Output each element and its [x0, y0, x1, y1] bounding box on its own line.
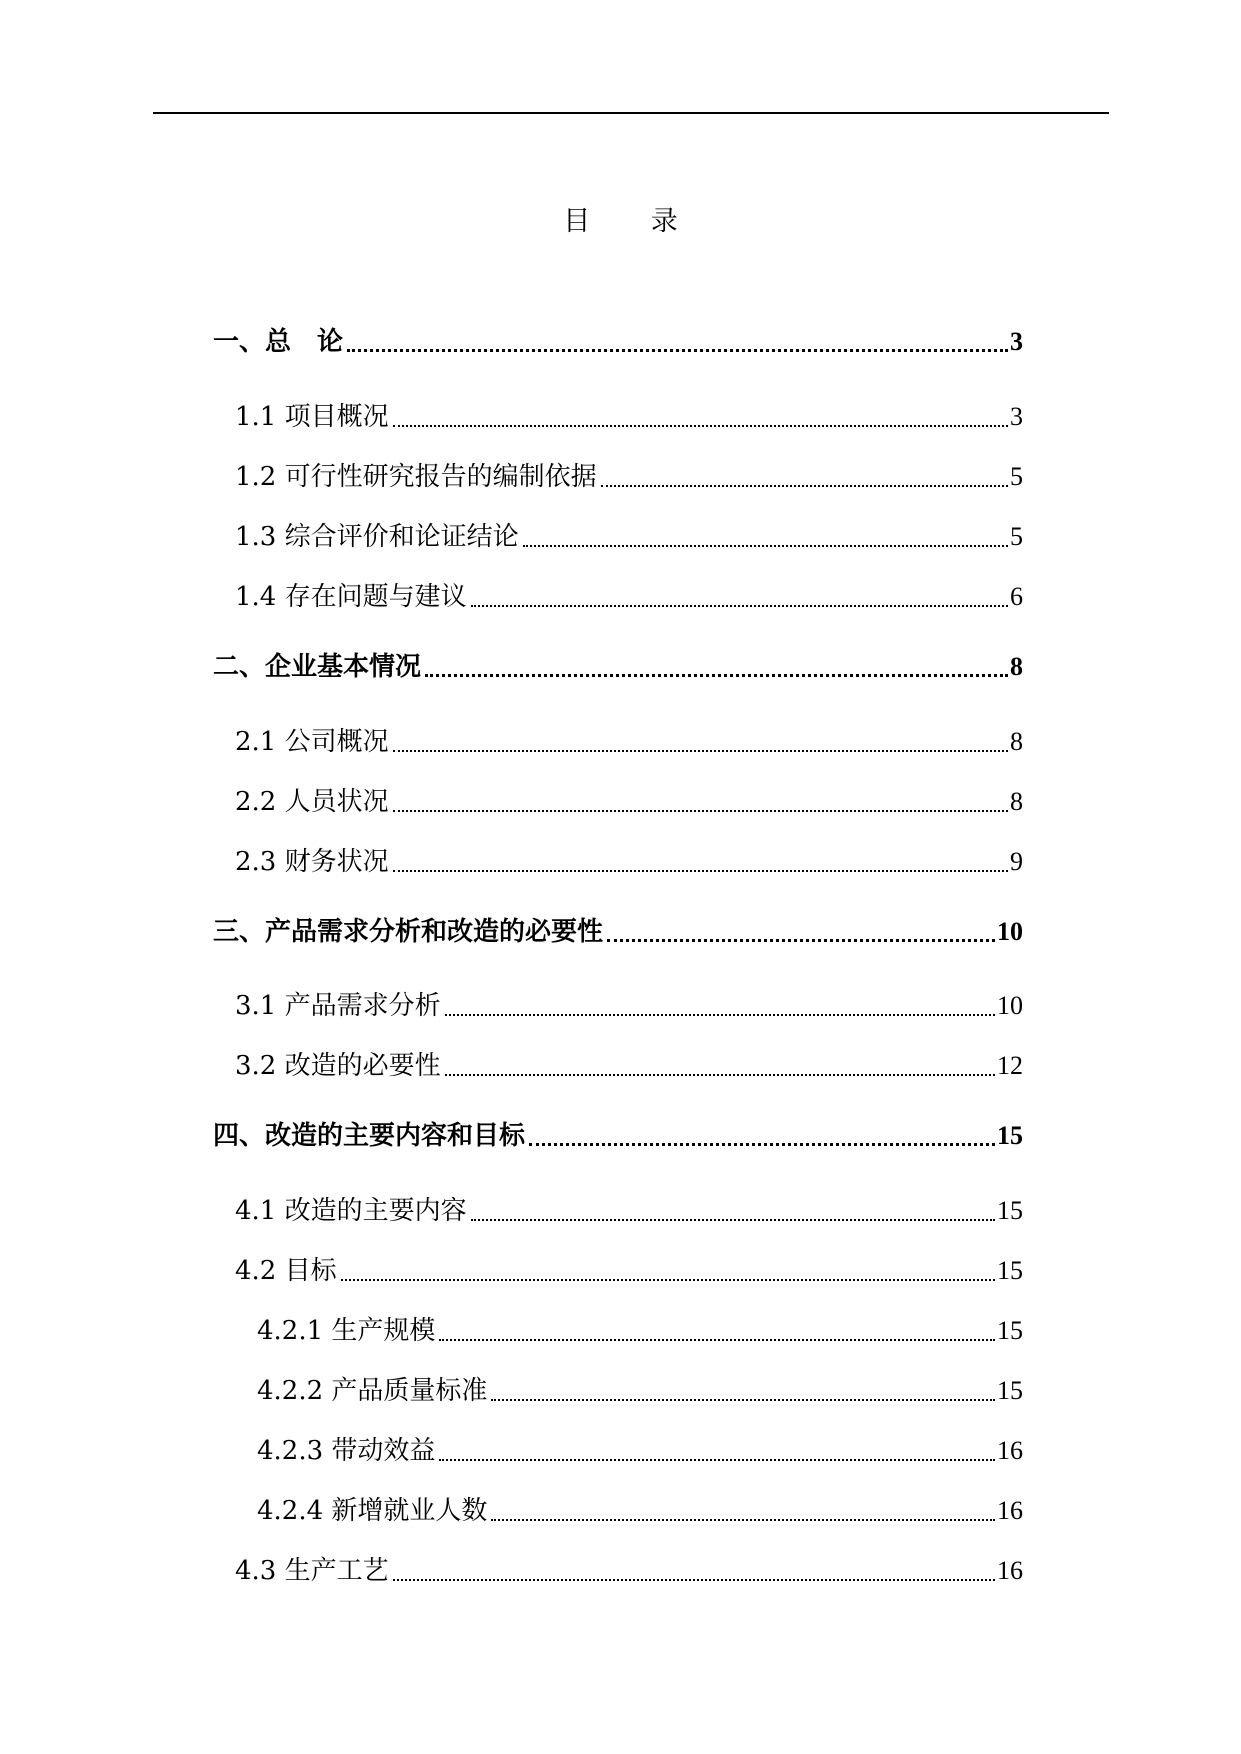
toc-entry-label: 2.1 公司概况: [235, 727, 389, 757]
toc-dot-leader: [439, 1311, 995, 1351]
toc-entry-label: 4.3 生产工艺: [235, 1556, 389, 1586]
toc-section-entry[interactable]: [235, 1251, 1023, 1291]
toc-section-entry[interactable]: [257, 1431, 1023, 1471]
toc-dot-leader: [425, 647, 1008, 687]
toc-page-number: 8: [1010, 727, 1023, 756]
toc-page-number: 5: [1010, 522, 1023, 551]
toc-dot-leader: [393, 782, 1008, 822]
toc-dot-leader: [471, 577, 1008, 617]
toc-section-entry[interactable]: [235, 842, 1023, 882]
toc-page-number: 15: [997, 1196, 1023, 1225]
toc-dot-leader: [607, 912, 995, 952]
toc-page-number: 8: [1010, 652, 1023, 681]
toc-dot-leader: [439, 1431, 995, 1471]
toc-page-number: 15: [997, 1376, 1023, 1405]
toc-page-number: 15: [997, 1256, 1023, 1285]
toc-page-number: 12: [997, 1051, 1023, 1080]
toc-page-number: 5: [1010, 462, 1023, 491]
toc-section-entry[interactable]: [235, 397, 1023, 437]
toc-dot-leader: [523, 517, 1008, 557]
toc-section-entry[interactable]: [235, 782, 1023, 822]
toc-section-entry[interactable]: [235, 1551, 1023, 1591]
toc-page-number: 15: [997, 1316, 1023, 1345]
toc-entry-label: 4.2 目标: [235, 1256, 337, 1286]
toc-page-number: 6: [1010, 582, 1023, 611]
toc-entry-label: 2.3 财务状况: [235, 847, 389, 877]
toc-chapter-entry[interactable]: [213, 912, 1023, 952]
toc-dot-leader: [347, 322, 1008, 362]
toc-entry-label: 4.1 改造的主要内容: [235, 1196, 467, 1226]
toc-dot-leader: [393, 1551, 995, 1591]
toc-dot-leader: [393, 722, 1008, 762]
toc-page-number: 10: [997, 917, 1023, 946]
toc-entry-label: 4.2.1 生产规模: [257, 1316, 436, 1346]
toc-entry-label: 4.2.3 带动效益: [257, 1436, 436, 1466]
toc-dot-leader: [393, 842, 1008, 882]
toc-entry-label: 1.3 综合评价和论证结论: [235, 522, 519, 552]
toc-dot-leader: [491, 1371, 995, 1411]
toc-page-number: 8: [1010, 787, 1023, 816]
toc-section-entry[interactable]: [257, 1371, 1023, 1411]
toc-entry-label: 3.2 改造的必要性: [235, 1051, 441, 1081]
toc-page-number: 9: [1010, 847, 1023, 876]
toc-page-number: 10: [997, 991, 1023, 1020]
toc-entry-label: 1.2 可行性研究报告的编制依据: [235, 462, 597, 492]
toc-entry-label: 4.2.4 新增就业人数: [257, 1496, 488, 1526]
toc-entry-label: 二、企业基本情况: [213, 652, 422, 682]
toc-section-entry[interactable]: [235, 1046, 1023, 1086]
toc-entry-label: 3.1 产品需求分析: [235, 991, 441, 1021]
toc-section-entry[interactable]: [235, 457, 1023, 497]
toc-section-entry[interactable]: [235, 986, 1023, 1026]
toc-entry-label: 4.2.2 产品质量标准: [257, 1376, 488, 1406]
toc-chapter-entry[interactable]: [213, 647, 1023, 687]
toc-section-entry[interactable]: [257, 1491, 1023, 1531]
toc-entry-label: 2.2 人员状况: [235, 787, 389, 817]
toc-section-entry[interactable]: [235, 722, 1023, 762]
toc-section-entry[interactable]: [257, 1311, 1023, 1351]
toc-page-number: 16: [997, 1496, 1023, 1525]
toc-chapter-entry[interactable]: [213, 322, 1023, 362]
toc-dot-leader: [445, 986, 995, 1026]
toc-section-entry[interactable]: [235, 1191, 1023, 1231]
toc-page-number: 3: [1010, 402, 1023, 431]
toc-section-entry[interactable]: [235, 517, 1023, 557]
toc-chapter-entry[interactable]: [213, 1116, 1023, 1156]
toc-entry-label: 三、产品需求分析和改造的必要性: [213, 917, 604, 947]
toc-dot-leader: [529, 1116, 995, 1156]
toc-page-number: 16: [997, 1556, 1023, 1585]
toc-dot-leader: [393, 397, 1008, 437]
toc-page-number: 3: [1010, 327, 1023, 356]
toc-dot-leader: [341, 1251, 995, 1291]
toc-page-number: 15: [997, 1121, 1023, 1150]
toc-dot-leader: [601, 457, 1008, 497]
toc-section-entry[interactable]: [235, 577, 1023, 617]
toc-entry-label: 一、总 论: [213, 327, 344, 357]
toc-page-number: 16: [997, 1436, 1023, 1465]
page-title: 目 录: [563, 206, 704, 237]
toc-entry-label: 1.1 项目概况: [235, 402, 389, 432]
toc-dot-leader: [491, 1491, 995, 1531]
toc-dot-leader: [445, 1046, 995, 1086]
toc-entry-label: 四、改造的主要内容和目标: [213, 1121, 526, 1151]
toc-entry-label: 1.4 存在问题与建议: [235, 582, 467, 612]
toc-dot-leader: [471, 1191, 995, 1231]
